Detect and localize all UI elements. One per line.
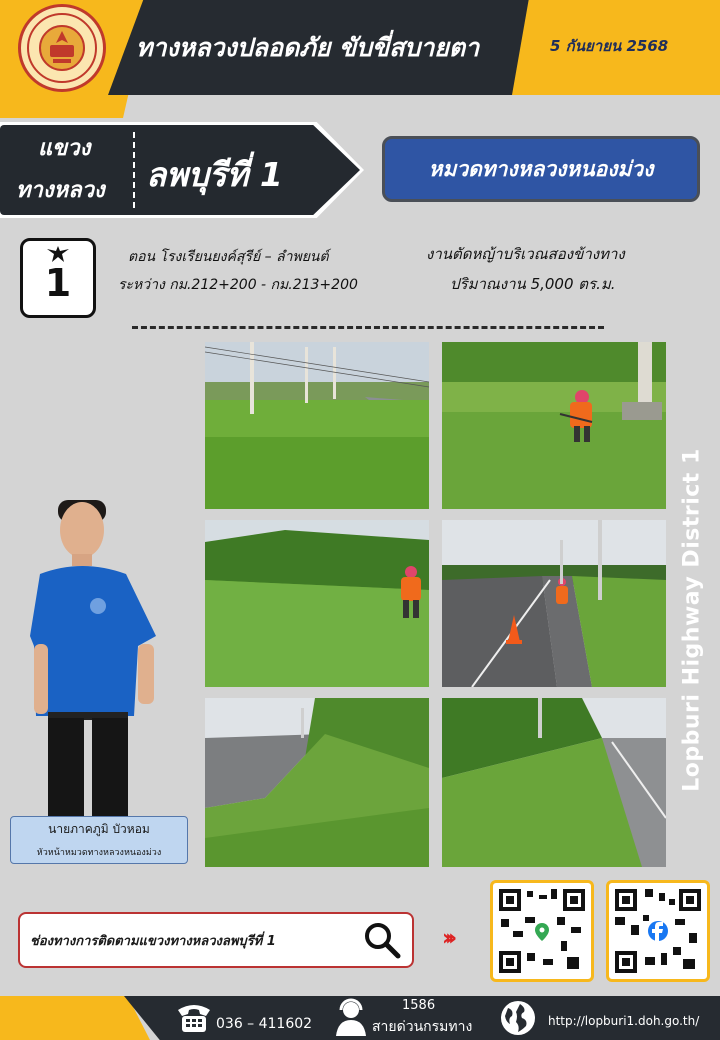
person-name: นายภาคภูมิ บัวหอม bbox=[48, 822, 150, 836]
district-name: ลพบุรีที่ 1 bbox=[146, 155, 283, 194]
header-title: ทางหลวงปลอดภัย ขับขี่สบายตา bbox=[136, 33, 480, 62]
person-title: หัวหน้าหมวดทางหลวงหนองม่วง bbox=[36, 848, 162, 858]
qr-code-icon bbox=[613, 887, 703, 975]
route-km-range: ระหว่าง กม.212+200 - กม.213+200 bbox=[118, 277, 358, 293]
work-photo-2 bbox=[442, 342, 666, 509]
phone-number[interactable]: 036 – 411602 bbox=[216, 1016, 313, 1032]
follow-label: ช่องทางการติดตามแขวงทางหลวงลพบุรีที่ 1 bbox=[30, 934, 276, 949]
header-date: 5 กันยายน 2568 bbox=[550, 37, 669, 55]
footer-accent bbox=[0, 996, 150, 1040]
side-label bbox=[668, 420, 716, 820]
route-section: ตอน โรงเรียนยงค์สุรีย์ – ลำพยนต์ bbox=[128, 249, 329, 265]
work-photo-3 bbox=[205, 520, 429, 687]
hotline-number[interactable]: 1586 bbox=[402, 998, 436, 1013]
work-photo-1 bbox=[205, 342, 429, 509]
side-label-text: Lopburi Highway District 1 bbox=[679, 448, 705, 792]
district-label-line2: ทางหลวง bbox=[16, 178, 105, 203]
department-logo bbox=[18, 4, 106, 92]
chevrons-right-icon: ››› bbox=[442, 926, 452, 951]
qr-code-icon bbox=[497, 887, 587, 975]
hotline-label: สายด่วนกรมทาง bbox=[372, 1019, 473, 1035]
work-photo-4 bbox=[442, 520, 666, 687]
work-photo-5 bbox=[205, 698, 429, 867]
unit-name: หมวดทางหลวงหนองม่วง bbox=[428, 156, 654, 181]
person-photo bbox=[30, 496, 162, 818]
phone-icon bbox=[176, 1002, 212, 1034]
facebook-qr[interactable] bbox=[606, 880, 710, 982]
route-sign bbox=[20, 238, 96, 318]
call-center-icon bbox=[334, 998, 368, 1036]
person-name-card bbox=[10, 816, 188, 864]
work-description: งานตัดหญ้าบริเวณสองข้างทาง bbox=[426, 245, 625, 263]
unit-box bbox=[382, 136, 700, 202]
dashed-divider bbox=[132, 326, 604, 329]
google-maps-qr[interactable] bbox=[490, 880, 594, 982]
work-quantity: ปริมาณงาน 5,000 ตร.ม. bbox=[450, 275, 616, 293]
route-number: 1 bbox=[44, 261, 72, 305]
work-photo-6 bbox=[442, 698, 666, 867]
district-label-line1: แขวง bbox=[38, 136, 91, 161]
district-separator bbox=[133, 132, 135, 208]
logo-emblem-icon bbox=[37, 23, 87, 73]
globe-icon bbox=[500, 1000, 536, 1036]
website-link[interactable]: http://lopburi1.doh.go.th/ bbox=[548, 1014, 700, 1028]
search-icon bbox=[362, 920, 402, 960]
